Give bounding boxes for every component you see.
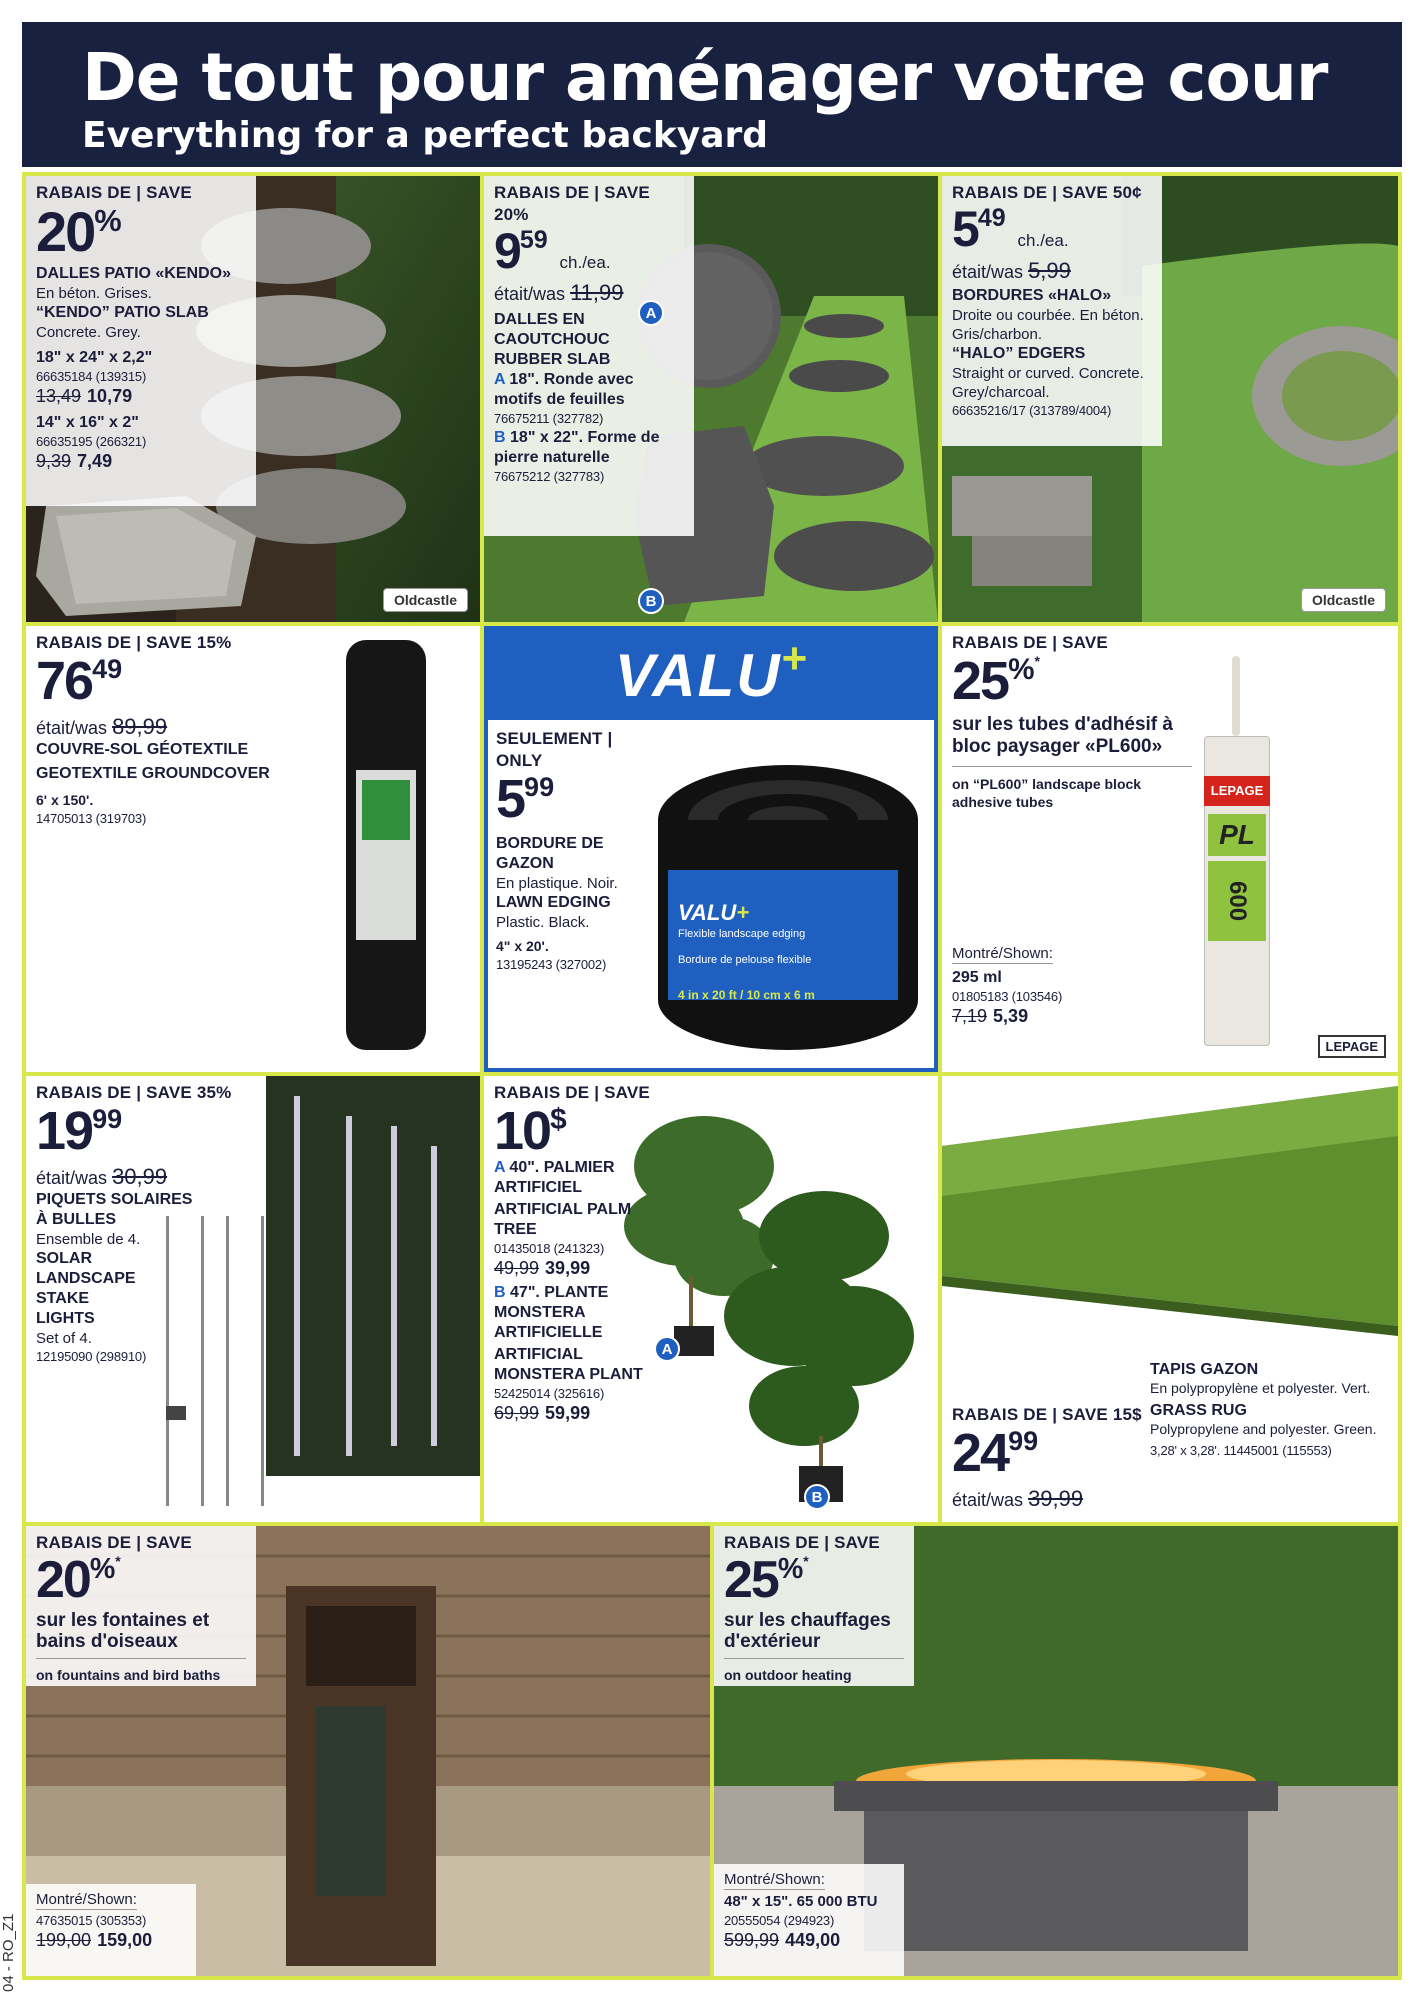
kendo-name-en: “KENDO” PATIO SLAB	[36, 304, 209, 321]
edging-name-en: LAWN EDGING	[496, 894, 611, 911]
halo-desc-en: Straight or curved. Concrete. Grey/charcoal.	[952, 365, 1144, 401]
heating-name-fr: sur les chauffages d'extérieur	[724, 1610, 904, 1659]
pl600-size: 295 ml	[952, 969, 1002, 986]
geo-was: était/was 89,99	[36, 714, 168, 739]
edging-only-label: SEULEMENT | ONLY	[496, 729, 613, 770]
pl600-sku: 01805183 (103546)	[952, 989, 1063, 1004]
product-rubber-slab[interactable]	[484, 176, 938, 622]
grass-desc-fr: En polypropylène et polyester. Vert.	[1150, 1380, 1371, 1396]
edging-desc-fr: En plastique. Noir.	[496, 875, 618, 892]
rubber-name-en: RUBBER SLAB	[494, 351, 611, 368]
fountain-sku: 47635015 (305353)	[36, 1913, 147, 1928]
kendo-save-label: RABAIS DE | SAVE	[36, 183, 192, 202]
geo-size: 6' x 150'.	[36, 792, 94, 808]
fountain-shown-label: Montré/Shown:	[36, 1891, 137, 1908]
heating-sku: 20555054 (294923)	[724, 1913, 835, 1928]
fountain-name-fr: sur les fontaines et bains d'oiseaux	[36, 1610, 246, 1659]
geo-save-label: RABAIS DE | SAVE 15%	[36, 633, 232, 652]
solar-save-label: RABAIS DE | SAVE 35%	[36, 1083, 232, 1102]
tube-number: 600	[1208, 861, 1266, 941]
kendo-name-fr: DALLES PATIO «KENDO»	[36, 265, 231, 282]
badge-b: B	[638, 588, 664, 614]
tube-code: PL	[1208, 814, 1266, 856]
geo-sku: 14705013 (319703)	[36, 811, 147, 826]
kendo-sku-2: 66635195 (266321)	[36, 434, 147, 449]
kendo-desc-fr: En béton. Grises.	[36, 285, 152, 302]
grass-name-fr: TAPIS GAZON	[1150, 1361, 1259, 1378]
valu-banner	[488, 630, 934, 720]
plants-a-name-en: ARTIFICIAL PALM TREE	[494, 1201, 632, 1238]
plants-b-name-en: ARTIFICIAL MONSTERA PLANT	[494, 1346, 643, 1383]
pl600-shown-label: Montré/Shown:	[952, 945, 1053, 962]
fountain-price: 199,00 159,00	[36, 1930, 153, 1950]
halo-desc-fr: Droite ou courbée. En béton. Gris/charbon.	[952, 307, 1144, 343]
pkg-valu-logo: VALU+	[678, 900, 750, 925]
plants-a-name-fr: A 40". PALMIER ARTIFICIEL	[494, 1159, 615, 1196]
solar-sku: 12195090 (298910)	[36, 1349, 147, 1364]
edging-size: 4" x 20'.	[496, 938, 549, 954]
heating-save-label: RABAIS DE | SAVE	[724, 1533, 880, 1552]
heating-price: 599,99 449,00	[724, 1930, 841, 1950]
heating-name-en: on outdoor heating	[724, 1667, 852, 1683]
kendo-price-2: 9,39 7,49	[36, 451, 113, 471]
oldcastle-logo: Oldcastle	[1301, 588, 1386, 612]
plants-b-price: 69,99 59,99	[494, 1403, 591, 1423]
solar-name-fr: PIQUETS SOLAIRES À BULLES	[36, 1191, 193, 1228]
rubber-save-label: RABAIS DE | SAVE 20%	[494, 183, 650, 224]
halo-price: $5^{49}$ ch./ea.	[952, 201, 1069, 257]
halo-sku: 66635216/17 (313789/4004)	[952, 403, 1112, 418]
product-grid	[22, 172, 1402, 1980]
pl600-tube-image	[1192, 656, 1282, 1056]
kendo-size-1: 18" x 24" x 2,2"	[36, 349, 153, 366]
tube-brand: LEPAGE	[1204, 776, 1270, 806]
oldcastle-logo: Oldcastle	[383, 588, 468, 612]
plants-b-sku: 52425014 (325616)	[494, 1386, 605, 1401]
geo-price: $76^{49}$	[36, 651, 123, 711]
solar-desc-en: Set of 4.	[36, 1330, 92, 1347]
geotextile-roll-image	[326, 640, 446, 1060]
pkg-line-1: Flexible landscape edging	[678, 928, 806, 940]
halo-name-fr: BORDURES «HALO»	[952, 287, 1112, 304]
rubber-sku-b: 76675212 (327783)	[494, 469, 605, 484]
product-pl600[interactable]	[942, 626, 1398, 1072]
rubber-sku-a: 76675211 (327782)	[494, 411, 604, 426]
kendo-size-2: 14" x 16" x 2"	[36, 414, 139, 431]
rubber-was: était/was 11,99	[494, 280, 624, 305]
plants-a-price: 49,99 39,99	[494, 1258, 591, 1278]
product-artificial-plants[interactable]	[484, 1076, 938, 1522]
grass-was: était/was 39,99	[952, 1486, 1084, 1511]
kendo-price-1: 13,49 10,79	[36, 386, 133, 406]
page-code: 04 - RO_Z1	[0, 1913, 17, 1992]
edging-desc-en: Plastic. Black.	[496, 914, 590, 931]
heating-save-percent: 25%*	[724, 1551, 807, 1609]
pl600-name-en: on “PL600” landscape block adhesive tubes	[952, 776, 1142, 810]
solar-price: $19^{99}$	[36, 1101, 123, 1161]
grass-desc-en: Polypropylene and polyester. Green.	[1150, 1421, 1377, 1437]
page-title-en: Everything for a perfect backyard	[82, 115, 769, 156]
pl600-save-label: RABAIS DE | SAVE	[952, 633, 1108, 652]
geo-name-fr: COUVRE-SOL GÉOTEXTILE	[36, 741, 249, 758]
solar-desc-fr: Ensemble de 4.	[36, 1231, 141, 1248]
fountain-save-label: RABAIS DE | SAVE	[36, 1533, 192, 1552]
grass-save-label: RABAIS DE | SAVE 15$	[952, 1405, 1142, 1424]
edging-name-fr: BORDURE DE GAZON	[496, 835, 604, 872]
product-fountains[interactable]	[26, 1526, 710, 1976]
pkg-size: 4 in x 20 ft / 10 cm x 6 m	[678, 988, 815, 1002]
rubber-name-fr: DALLES EN CAOUTCHOUC	[494, 311, 610, 348]
kendo-save-percent: 20%	[36, 200, 122, 263]
rubber-option-a: A 18". Ronde avec motifs de feuilles	[494, 371, 634, 408]
plants-save-amount: 10$	[494, 1101, 567, 1161]
product-halo-edgers[interactable]	[942, 176, 1398, 622]
product-lawn-edging[interactable]	[484, 626, 938, 1072]
solar-name-en: SOLAR LANDSCAPE STAKE LIGHTS	[36, 1250, 136, 1327]
pl600-name-fr: sur les tubes d'adhésif à bloc paysager «PL600»	[952, 714, 1192, 767]
halo-save-label: RABAIS DE | SAVE 50¢	[952, 183, 1142, 202]
plants-b-name-fr: B 47". PLANTE MONSTERA ARTIFICIELLE	[494, 1284, 609, 1341]
kendo-sku-1: 66635184 (139315)	[36, 369, 147, 384]
page-title-fr: De tout pour aménager votre cour	[82, 39, 1328, 116]
valu-plus: +	[781, 634, 808, 683]
plants-a-sku: 01435018 (241323)	[494, 1241, 605, 1256]
fountain-name-en: on fountains and bird baths	[36, 1667, 221, 1683]
badge-a: A	[654, 1336, 680, 1362]
grass-price: $24^{99}$	[952, 1423, 1039, 1483]
lepage-logo: LEPAGE	[1318, 1035, 1387, 1058]
rubber-option-b: B 18" x 22". Forme de pierre naturelle	[494, 429, 660, 466]
geo-name-en: GEOTEXTILE GROUNDCOVER	[36, 765, 270, 782]
pl600-price: 7,19 5,39	[952, 1006, 1029, 1026]
solar-was: était/was 30,99	[36, 1164, 168, 1189]
grass-name-en: GRASS RUG	[1150, 1402, 1247, 1419]
pkg-line-2: Bordure de pelouse flexible	[678, 954, 812, 966]
pl600-save-percent: 25%*	[952, 651, 1038, 711]
product-outdoor-heating[interactable]	[714, 1526, 1398, 1976]
fountain-save-percent: 20%*	[36, 1551, 119, 1609]
plants-save-label: RABAIS DE | SAVE	[494, 1083, 650, 1102]
heating-size: 48" x 15". 65 000 BTU	[724, 1893, 878, 1910]
badge-b: B	[804, 1484, 830, 1510]
product-kendo[interactable]	[26, 176, 480, 622]
heating-shown-label: Montré/Shown:	[724, 1871, 825, 1888]
kendo-desc-en: Concrete. Grey.	[36, 324, 141, 341]
rubber-price: $9^{59}$ ch./ea.	[494, 223, 611, 279]
badge-a: A	[638, 300, 664, 326]
product-grass-rug[interactable]	[942, 1076, 1398, 1522]
edging-sku: 13195243 (327002)	[496, 957, 607, 972]
grass-size-sku: 3,28' x 3,28'. 11445001 (115553)	[1150, 1443, 1332, 1458]
halo-name-en: “HALO” EDGERS	[952, 345, 1086, 362]
valu-logo: VALU	[614, 641, 782, 709]
edging-price: $5^{99}$	[496, 769, 555, 829]
page-header	[22, 22, 1402, 167]
product-solar-lights[interactable]	[26, 1076, 480, 1522]
product-geotextile[interactable]	[26, 626, 480, 1072]
halo-was: était/was 5,99	[952, 258, 1071, 283]
